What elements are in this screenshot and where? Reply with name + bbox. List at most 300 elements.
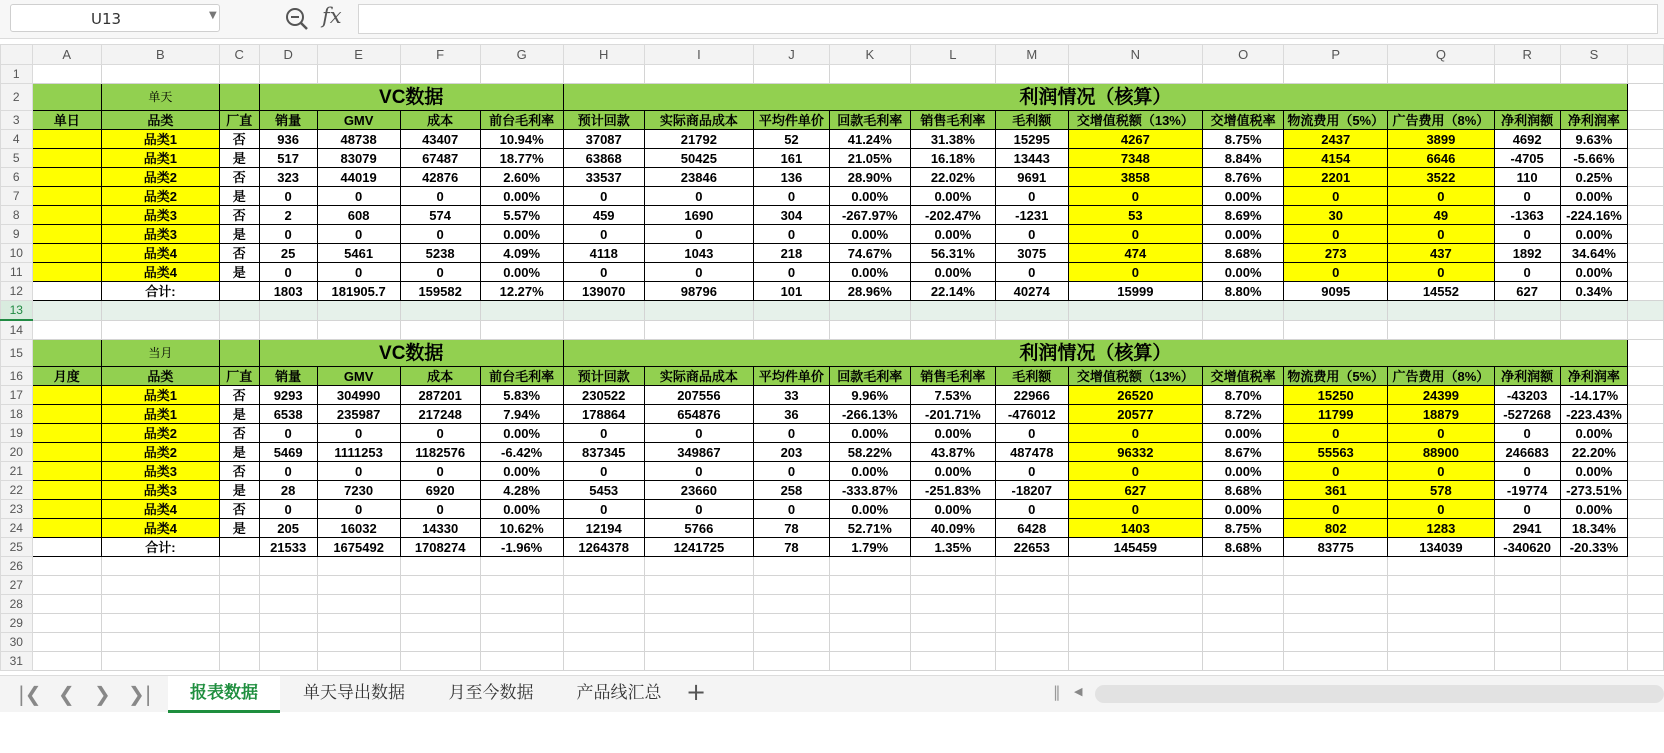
column-header[interactable]: C	[219, 45, 259, 65]
column-title[interactable]: 销售毛利率	[910, 111, 995, 130]
data-cell[interactable]: 1403	[1068, 519, 1203, 538]
data-cell[interactable]: 0	[1284, 225, 1388, 244]
cell[interactable]	[480, 595, 563, 614]
cell[interactable]	[480, 614, 563, 633]
data-cell[interactable]	[32, 462, 101, 481]
data-cell[interactable]: 18879	[1388, 405, 1494, 424]
data-cell[interactable]: 33	[754, 386, 830, 405]
data-cell[interactable]: 0	[644, 424, 753, 443]
cell[interactable]	[1628, 130, 1664, 149]
data-cell[interactable]: 3075	[995, 244, 1068, 263]
data-cell[interactable]: 43.87%	[910, 443, 995, 462]
data-cell[interactable]: 是	[219, 481, 259, 500]
cell[interactable]	[219, 557, 259, 576]
cell[interactable]	[1284, 301, 1388, 321]
data-cell[interactable]: -1231	[995, 206, 1068, 225]
cell[interactable]	[317, 633, 400, 652]
data-cell[interactable]: 否	[219, 168, 259, 187]
data-cell[interactable]: 0	[754, 263, 830, 282]
column-title[interactable]: 前台毛利率	[480, 111, 563, 130]
period-label[interactable]: 当月	[101, 340, 219, 367]
data-cell[interactable]: 78	[754, 519, 830, 538]
cell[interactable]	[1560, 320, 1627, 340]
data-cell[interactable]: 6920	[400, 481, 480, 500]
data-cell[interactable]: 53	[1068, 206, 1203, 225]
data-cell[interactable]: 349867	[644, 443, 753, 462]
cell[interactable]	[400, 320, 480, 340]
data-cell[interactable]: 6538	[259, 405, 317, 424]
data-cell[interactable]: 28	[259, 481, 317, 500]
row-header[interactable]: 19	[1, 424, 33, 443]
data-cell[interactable]: 0	[400, 500, 480, 519]
total-cell[interactable]: -1.96%	[480, 538, 563, 557]
data-cell[interactable]: 8.75%	[1203, 519, 1284, 538]
cell[interactable]	[1284, 633, 1388, 652]
column-header[interactable]: G	[480, 45, 563, 65]
data-cell[interactable]: 0	[754, 187, 830, 206]
data-cell[interactable]: 品类4	[101, 500, 219, 519]
cell[interactable]	[754, 652, 830, 671]
cell[interactable]	[1068, 320, 1203, 340]
data-cell[interactable]: -1363	[1494, 206, 1560, 225]
cell[interactable]	[1560, 557, 1627, 576]
cell[interactable]	[1494, 614, 1560, 633]
cell[interactable]	[1494, 633, 1560, 652]
column-title[interactable]: 净利润率	[1560, 367, 1627, 386]
cell[interactable]	[829, 65, 910, 84]
cell[interactable]	[1203, 595, 1284, 614]
cell[interactable]	[480, 320, 563, 340]
data-cell[interactable]: 20577	[1068, 405, 1203, 424]
data-cell[interactable]: 10.62%	[480, 519, 563, 538]
data-cell[interactable]: 10.94%	[480, 130, 563, 149]
cell[interactable]	[754, 65, 830, 84]
data-cell[interactable]: 0.00%	[829, 500, 910, 519]
cell[interactable]	[563, 595, 644, 614]
data-cell[interactable]: 品类3	[101, 206, 219, 225]
data-cell[interactable]: 287201	[400, 386, 480, 405]
data-cell[interactable]: 273	[1284, 244, 1388, 263]
cell[interactable]	[995, 65, 1068, 84]
cell[interactable]	[1560, 65, 1627, 84]
data-cell[interactable]: 49	[1388, 206, 1494, 225]
cell[interactable]	[644, 633, 753, 652]
total-cell[interactable]: 139070	[563, 282, 644, 301]
data-cell[interactable]: 0	[259, 424, 317, 443]
total-cell[interactable]: 1264378	[563, 538, 644, 557]
column-header[interactable]: K	[829, 45, 910, 65]
data-cell[interactable]: -18207	[995, 481, 1068, 500]
data-cell[interactable]: 0	[754, 424, 830, 443]
cell[interactable]	[1560, 595, 1627, 614]
column-title[interactable]: 交增值税额（13%）	[1068, 367, 1203, 386]
cell[interactable]	[563, 320, 644, 340]
cell[interactable]	[1628, 557, 1664, 576]
data-cell[interactable]: 0	[563, 187, 644, 206]
cell[interactable]	[400, 557, 480, 576]
data-cell[interactable]: -224.16%	[1560, 206, 1627, 225]
cell[interactable]	[400, 301, 480, 321]
column-header[interactable]: O	[1203, 45, 1284, 65]
cell[interactable]	[1628, 576, 1664, 595]
cell[interactable]	[1284, 320, 1388, 340]
data-cell[interactable]: 203	[754, 443, 830, 462]
data-cell[interactable]: 0	[995, 424, 1068, 443]
last-sheet-icon[interactable]: ❯|	[128, 682, 152, 706]
data-cell[interactable]: 42876	[400, 168, 480, 187]
column-title[interactable]: 广告费用（8%）	[1388, 111, 1494, 130]
data-cell[interactable]: 0	[317, 424, 400, 443]
data-cell[interactable]: 品类3	[101, 462, 219, 481]
data-cell[interactable]: 2	[259, 206, 317, 225]
column-title[interactable]: 净利润率	[1560, 111, 1627, 130]
data-cell[interactable]: 487478	[995, 443, 1068, 462]
cell[interactable]	[1494, 301, 1560, 321]
data-cell[interactable]: 3858	[1068, 168, 1203, 187]
cell[interactable]	[563, 557, 644, 576]
first-sheet-icon[interactable]: |❮	[18, 682, 42, 706]
column-title[interactable]: 净利润额	[1494, 111, 1560, 130]
total-cell[interactable]: 9095	[1284, 282, 1388, 301]
total-cell[interactable]: 1241725	[644, 538, 753, 557]
data-cell[interactable]: -267.97%	[829, 206, 910, 225]
row-header[interactable]: 9	[1, 225, 33, 244]
data-cell[interactable]: 0	[563, 462, 644, 481]
cell[interactable]	[32, 340, 101, 367]
data-cell[interactable]: 0	[317, 187, 400, 206]
data-cell[interactable]: 459	[563, 206, 644, 225]
cell[interactable]	[1388, 320, 1494, 340]
cell[interactable]	[1628, 595, 1664, 614]
data-cell[interactable]: 7348	[1068, 149, 1203, 168]
cell[interactable]	[259, 65, 317, 84]
cell[interactable]	[995, 576, 1068, 595]
cell[interactable]	[317, 576, 400, 595]
data-cell[interactable]: 0	[1068, 462, 1203, 481]
data-cell[interactable]: 0	[995, 225, 1068, 244]
data-cell[interactable]: 4692	[1494, 130, 1560, 149]
data-cell[interactable]: 15295	[995, 130, 1068, 149]
row-header[interactable]: 6	[1, 168, 33, 187]
data-cell[interactable]: 0	[1388, 187, 1494, 206]
total-cell[interactable]: 1675492	[317, 538, 400, 557]
data-cell[interactable]: 0	[317, 263, 400, 282]
cell[interactable]	[910, 614, 995, 633]
data-cell[interactable]: 2941	[1494, 519, 1560, 538]
total-cell[interactable]: 1.79%	[829, 538, 910, 557]
column-title[interactable]: 交增值税率	[1203, 111, 1284, 130]
data-cell[interactable]: 96332	[1068, 443, 1203, 462]
cell[interactable]	[32, 652, 101, 671]
data-cell[interactable]: 0	[1494, 462, 1560, 481]
data-cell[interactable]: 24399	[1388, 386, 1494, 405]
data-cell[interactable]: 9.96%	[829, 386, 910, 405]
cell[interactable]	[101, 595, 219, 614]
data-cell[interactable]: 0.00%	[1560, 225, 1627, 244]
cell[interactable]	[32, 576, 101, 595]
total-cell[interactable]: 8.80%	[1203, 282, 1284, 301]
cell[interactable]	[480, 557, 563, 576]
cell[interactable]	[1284, 652, 1388, 671]
data-cell[interactable]: 0.00%	[1560, 462, 1627, 481]
cell[interactable]	[317, 65, 400, 84]
column-title[interactable]: GMV	[317, 111, 400, 130]
cell[interactable]	[1628, 614, 1664, 633]
data-cell[interactable]: 0	[1284, 462, 1388, 481]
cell[interactable]	[754, 301, 830, 321]
cell[interactable]	[754, 614, 830, 633]
row-header[interactable]: 21	[1, 462, 33, 481]
cell[interactable]	[1203, 633, 1284, 652]
data-cell[interactable]: 0.00%	[1203, 225, 1284, 244]
cell[interactable]	[1560, 633, 1627, 652]
column-title[interactable]: 物流费用（5%）	[1284, 111, 1388, 130]
cell[interactable]	[910, 557, 995, 576]
cell[interactable]	[1628, 320, 1664, 340]
cell[interactable]	[754, 633, 830, 652]
data-cell[interactable]	[32, 168, 101, 187]
data-cell[interactable]: 323	[259, 168, 317, 187]
row-header[interactable]: 15	[1, 340, 33, 367]
data-cell[interactable]	[32, 206, 101, 225]
total-cell[interactable]: 101	[754, 282, 830, 301]
column-title[interactable]: 品类	[101, 111, 219, 130]
data-cell[interactable]: 23660	[644, 481, 753, 500]
cell[interactable]	[1388, 557, 1494, 576]
data-cell[interactable]: 5453	[563, 481, 644, 500]
column-title[interactable]: 实际商品成本	[644, 367, 753, 386]
column-title[interactable]: 实际商品成本	[644, 111, 753, 130]
data-cell[interactable]: 0.00%	[480, 424, 563, 443]
data-cell[interactable]: 218	[754, 244, 830, 263]
data-cell[interactable]: 50425	[644, 149, 753, 168]
cell[interactable]	[1628, 340, 1664, 367]
data-cell[interactable]: 8.84%	[1203, 149, 1284, 168]
data-cell[interactable]: 是	[219, 187, 259, 206]
data-cell[interactable]: 83079	[317, 149, 400, 168]
total-cell[interactable]: 15999	[1068, 282, 1203, 301]
data-cell[interactable]: 34.64%	[1560, 244, 1627, 263]
column-title[interactable]: 销售毛利率	[910, 367, 995, 386]
data-cell[interactable]: 40.09%	[910, 519, 995, 538]
cell[interactable]	[644, 320, 753, 340]
data-cell[interactable]: 1182576	[400, 443, 480, 462]
data-cell[interactable]: 否	[219, 424, 259, 443]
column-title[interactable]: 单日	[32, 111, 101, 130]
cell[interactable]	[1628, 367, 1664, 386]
cell[interactable]	[259, 614, 317, 633]
cell[interactable]	[754, 557, 830, 576]
data-cell[interactable]: -4705	[1494, 149, 1560, 168]
data-cell[interactable]: 178864	[563, 405, 644, 424]
data-cell[interactable]: -43203	[1494, 386, 1560, 405]
data-cell[interactable]: 837345	[563, 443, 644, 462]
cell[interactable]	[910, 633, 995, 652]
data-cell[interactable]: -201.71%	[910, 405, 995, 424]
data-cell[interactable]	[32, 405, 101, 424]
cell[interactable]	[32, 633, 101, 652]
data-cell[interactable]: 0.00%	[910, 263, 995, 282]
cell[interactable]	[1628, 168, 1664, 187]
cell[interactable]	[1628, 462, 1664, 481]
total-cell[interactable]: 合计:	[101, 282, 219, 301]
cell[interactable]	[644, 576, 753, 595]
data-cell[interactable]: 8.69%	[1203, 206, 1284, 225]
row-header[interactable]: 1	[1, 65, 33, 84]
total-cell[interactable]: 22653	[995, 538, 1068, 557]
cell[interactable]	[219, 576, 259, 595]
data-cell[interactable]: 15250	[1284, 386, 1388, 405]
data-cell[interactable]: 是	[219, 405, 259, 424]
data-cell[interactable]: 4267	[1068, 130, 1203, 149]
data-cell[interactable]	[32, 225, 101, 244]
total-cell[interactable]	[219, 282, 259, 301]
data-cell[interactable]: 品类4	[101, 244, 219, 263]
cell[interactable]	[1203, 557, 1284, 576]
column-header[interactable]: B	[101, 45, 219, 65]
data-cell[interactable]: 1690	[644, 206, 753, 225]
cell[interactable]	[1628, 481, 1664, 500]
data-cell[interactable]: 品类2	[101, 187, 219, 206]
data-cell[interactable]	[32, 244, 101, 263]
total-cell[interactable]: 40274	[995, 282, 1068, 301]
cell[interactable]	[259, 576, 317, 595]
row-header[interactable]: 11	[1, 263, 33, 282]
data-cell[interactable]: 8.72%	[1203, 405, 1284, 424]
cell[interactable]	[219, 614, 259, 633]
cell[interactable]	[259, 320, 317, 340]
row-header[interactable]: 18	[1, 405, 33, 424]
data-cell[interactable]	[32, 519, 101, 538]
cell[interactable]	[644, 652, 753, 671]
row-header[interactable]: 14	[1, 320, 33, 340]
cell[interactable]	[910, 320, 995, 340]
column-title[interactable]: 预计回款	[563, 111, 644, 130]
cell[interactable]	[563, 65, 644, 84]
cell[interactable]	[317, 652, 400, 671]
splitter-icon[interactable]: ‖	[1053, 683, 1061, 701]
data-cell[interactable]: 2201	[1284, 168, 1388, 187]
data-cell[interactable]: 578	[1388, 481, 1494, 500]
cell[interactable]	[829, 652, 910, 671]
data-cell[interactable]: 517	[259, 149, 317, 168]
data-cell[interactable]: 23846	[644, 168, 753, 187]
row-header[interactable]: 24	[1, 519, 33, 538]
chevron-down-icon[interactable]: ▼	[209, 10, 217, 21]
column-title[interactable]: 前台毛利率	[480, 367, 563, 386]
data-cell[interactable]: 0	[1494, 500, 1560, 519]
row-header[interactable]: 8	[1, 206, 33, 225]
data-cell[interactable]: 是	[219, 225, 259, 244]
data-cell[interactable]: 58.22%	[829, 443, 910, 462]
cell[interactable]	[1068, 576, 1203, 595]
data-cell[interactable]: 258	[754, 481, 830, 500]
cell[interactable]	[1068, 595, 1203, 614]
data-cell[interactable]: 6646	[1388, 149, 1494, 168]
cell[interactable]	[1388, 301, 1494, 321]
row-header[interactable]: 22	[1, 481, 33, 500]
row-header[interactable]: 31	[1, 652, 33, 671]
data-cell[interactable]: 0.00%	[480, 500, 563, 519]
data-cell[interactable]: 0.00%	[910, 500, 995, 519]
data-cell[interactable]: 0	[1068, 424, 1203, 443]
data-cell[interactable]: 0.00%	[910, 225, 995, 244]
cell[interactable]	[32, 84, 101, 111]
data-cell[interactable]: 0	[1388, 462, 1494, 481]
cell[interactable]	[219, 340, 259, 367]
cell[interactable]	[400, 595, 480, 614]
cell[interactable]	[754, 576, 830, 595]
cell[interactable]	[644, 614, 753, 633]
row-header[interactable]: 20	[1, 443, 33, 462]
cell[interactable]	[1628, 149, 1664, 168]
total-cell[interactable]: 83775	[1284, 538, 1388, 557]
cell[interactable]	[1068, 65, 1203, 84]
data-cell[interactable]: -202.47%	[910, 206, 995, 225]
sheet-table[interactable]	[0, 44, 1664, 671]
data-cell[interactable]: 否	[219, 462, 259, 481]
cell[interactable]	[1068, 633, 1203, 652]
cell[interactable]	[829, 301, 910, 321]
data-cell[interactable]: 0.00%	[1203, 263, 1284, 282]
cell[interactable]	[1628, 633, 1664, 652]
data-cell[interactable]: 52.71%	[829, 519, 910, 538]
column-title[interactable]: 品类	[101, 367, 219, 386]
data-cell[interactable]: 26520	[1068, 386, 1203, 405]
data-cell[interactable]: 11799	[1284, 405, 1388, 424]
data-cell[interactable]: 1283	[1388, 519, 1494, 538]
data-cell[interactable]: 55563	[1284, 443, 1388, 462]
cell[interactable]	[480, 652, 563, 671]
cell[interactable]	[101, 633, 219, 652]
total-cell[interactable]: 1.35%	[910, 538, 995, 557]
cell[interactable]	[259, 301, 317, 321]
data-cell[interactable]: 802	[1284, 519, 1388, 538]
column-title[interactable]: 交增值税率	[1203, 367, 1284, 386]
data-cell[interactable]: 0	[563, 225, 644, 244]
row-header[interactable]: 28	[1, 595, 33, 614]
data-cell[interactable]: 品类1	[101, 149, 219, 168]
spreadsheet-grid[interactable]	[0, 44, 1664, 671]
data-cell[interactable]: 品类3	[101, 481, 219, 500]
data-cell[interactable]: 0.00%	[1203, 500, 1284, 519]
cell[interactable]	[219, 65, 259, 84]
horizontal-scrollbar[interactable]	[1095, 685, 1664, 703]
cell[interactable]	[1628, 500, 1664, 519]
total-cell[interactable]: 181905.7	[317, 282, 400, 301]
data-cell[interactable]: 41.24%	[829, 130, 910, 149]
data-cell[interactable]: 品类1	[101, 405, 219, 424]
row-header[interactable]: 29	[1, 614, 33, 633]
cell[interactable]	[829, 595, 910, 614]
data-cell[interactable]: 235987	[317, 405, 400, 424]
data-cell[interactable]: 4154	[1284, 149, 1388, 168]
column-title[interactable]: 月度	[32, 367, 101, 386]
data-cell[interactable]: 0.00%	[829, 263, 910, 282]
data-cell[interactable]: 0.00%	[1560, 187, 1627, 206]
data-cell[interactable]: 7230	[317, 481, 400, 500]
cell[interactable]	[1628, 538, 1664, 557]
data-cell[interactable]: 13443	[995, 149, 1068, 168]
data-cell[interactable]: 0	[400, 263, 480, 282]
data-cell[interactable]: 12194	[563, 519, 644, 538]
row-header[interactable]: 30	[1, 633, 33, 652]
data-cell[interactable]: 7.53%	[910, 386, 995, 405]
data-cell[interactable]: 37087	[563, 130, 644, 149]
cell[interactable]	[995, 595, 1068, 614]
data-cell[interactable]: 67487	[400, 149, 480, 168]
column-header[interactable]: Q	[1388, 45, 1494, 65]
